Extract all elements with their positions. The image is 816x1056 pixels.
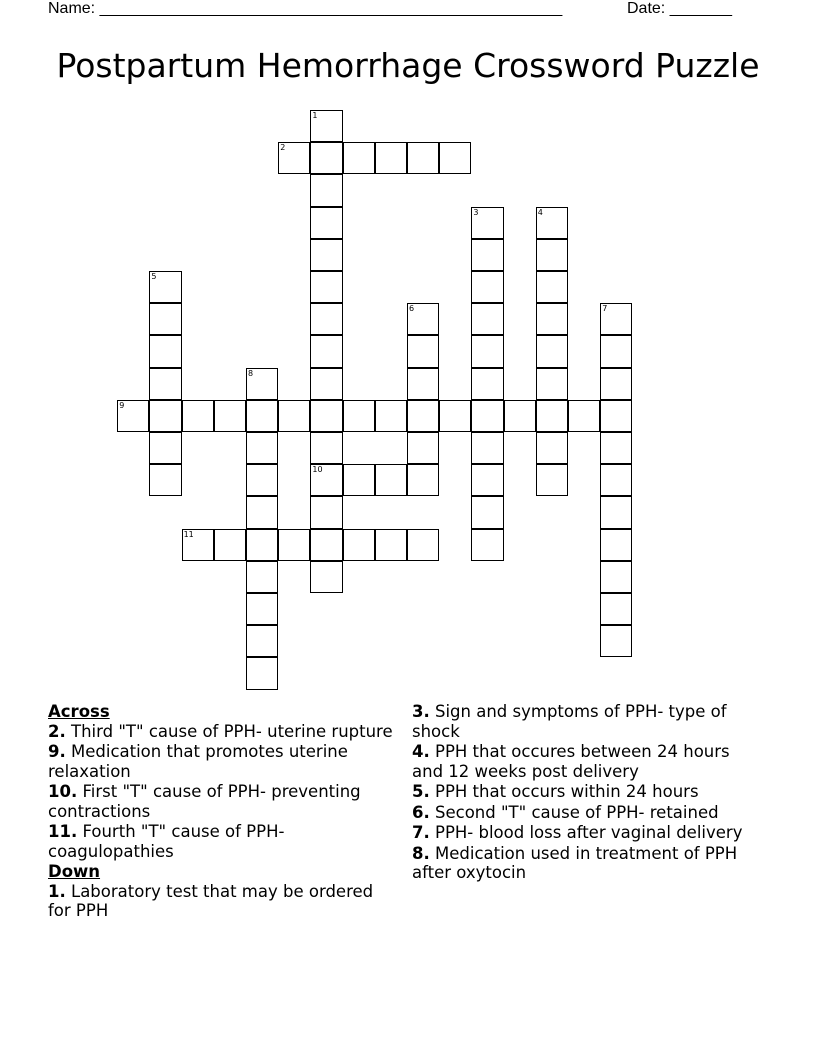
crossword-cell[interactable] bbox=[471, 303, 503, 335]
clue-across-10: 10. First "T" cause of PPH- preventing contractions bbox=[48, 782, 361, 821]
crossword-cell[interactable] bbox=[600, 400, 632, 432]
crossword-cell[interactable] bbox=[407, 368, 439, 400]
crossword-cell[interactable] bbox=[471, 335, 503, 367]
crossword-cell[interactable] bbox=[471, 400, 503, 432]
clue-number-label: 7 bbox=[602, 304, 608, 314]
crossword-cell[interactable] bbox=[149, 400, 181, 432]
crossword-cell[interactable] bbox=[278, 529, 310, 561]
crossword-cell[interactable] bbox=[182, 529, 214, 561]
clues-left-column bbox=[48, 702, 393, 922]
crossword-cell[interactable] bbox=[149, 335, 181, 367]
crossword-cell[interactable] bbox=[375, 142, 407, 174]
crossword-cell[interactable] bbox=[600, 529, 632, 561]
crossword-cell[interactable] bbox=[600, 496, 632, 528]
crossword-cell[interactable] bbox=[310, 239, 342, 271]
crossword-cell[interactable] bbox=[439, 400, 471, 432]
crossword-cell[interactable] bbox=[246, 496, 278, 528]
across-heading: Across bbox=[48, 702, 110, 721]
crossword-cell[interactable] bbox=[471, 239, 503, 271]
crossword-cell[interactable] bbox=[149, 464, 181, 496]
crossword-cell[interactable] bbox=[343, 400, 375, 432]
crossword-cell[interactable] bbox=[117, 400, 149, 432]
crossword-cell[interactable] bbox=[536, 400, 568, 432]
crossword-cell[interactable] bbox=[310, 368, 342, 400]
crossword-cell[interactable] bbox=[407, 432, 439, 464]
crossword-cell[interactable] bbox=[600, 464, 632, 496]
crossword-cell[interactable] bbox=[504, 400, 536, 432]
crossword-cell[interactable] bbox=[375, 529, 407, 561]
crossword-cell[interactable] bbox=[278, 400, 310, 432]
crossword-cell[interactable] bbox=[246, 625, 278, 657]
down-heading: Down bbox=[48, 862, 101, 881]
crossword-cell[interactable] bbox=[536, 464, 568, 496]
crossword-cell[interactable] bbox=[343, 464, 375, 496]
crossword-cell[interactable] bbox=[471, 464, 503, 496]
crossword-cell[interactable] bbox=[310, 142, 342, 174]
crossword-cell[interactable] bbox=[536, 207, 568, 239]
crossword-cell[interactable] bbox=[600, 561, 632, 593]
crossword-cell[interactable] bbox=[310, 335, 342, 367]
crossword-cell[interactable] bbox=[407, 400, 439, 432]
crossword-cell[interactable] bbox=[471, 368, 503, 400]
crossword-cell[interactable] bbox=[246, 529, 278, 561]
crossword-cell[interactable] bbox=[310, 464, 342, 496]
crossword-cell[interactable] bbox=[182, 400, 214, 432]
crossword-cell[interactable] bbox=[246, 400, 278, 432]
clue-number-label: 1 bbox=[312, 111, 318, 120]
crossword-cell[interactable] bbox=[600, 432, 632, 464]
crossword-cell[interactable] bbox=[471, 496, 503, 528]
crossword-cell[interactable] bbox=[471, 432, 503, 464]
crossword-cell[interactable] bbox=[471, 529, 503, 561]
crossword-cell[interactable] bbox=[343, 529, 375, 561]
clues-right-column bbox=[412, 702, 762, 884]
page-title: Postpartum Hemorrhage Crossword Puzzle bbox=[56, 46, 760, 85]
crossword-cell[interactable] bbox=[407, 142, 439, 174]
clue-down-3: 3. Sign and symptoms of PPH- type of shock bbox=[412, 702, 727, 741]
clue-down-1: 1. Laboratory test that may be ordered for PPH bbox=[48, 881, 374, 920]
crossword-cell[interactable] bbox=[536, 432, 568, 464]
crossword-cell[interactable] bbox=[600, 335, 632, 367]
crossword-cell[interactable] bbox=[568, 400, 600, 432]
crossword-cell[interactable] bbox=[600, 625, 632, 657]
clue-number-label: 11 bbox=[183, 529, 194, 539]
crossword-cell[interactable] bbox=[471, 271, 503, 303]
crossword-cell[interactable] bbox=[310, 174, 342, 206]
crossword-cell[interactable] bbox=[246, 368, 278, 400]
clue-number-label: 4 bbox=[537, 207, 543, 217]
crossword-cell[interactable] bbox=[310, 400, 342, 432]
crossword-cell[interactable] bbox=[149, 368, 181, 400]
clue-number-label: 8 bbox=[248, 368, 254, 378]
crossword-cell[interactable] bbox=[310, 496, 342, 528]
crossword-cell[interactable] bbox=[214, 529, 246, 561]
crossword-cell[interactable] bbox=[471, 207, 503, 239]
date-field-label: Date: _______ bbox=[627, 0, 732, 17]
crossword-cell[interactable] bbox=[246, 657, 278, 689]
clue-down-5: 5. PPH that occurs within 24 hours bbox=[412, 782, 699, 801]
clue-number-label: 10 bbox=[312, 465, 323, 475]
clue-across-9: 9. Medication that promotes uterine relaxation bbox=[48, 742, 348, 781]
clue-number-label: 2 bbox=[280, 143, 286, 153]
crossword-cell[interactable] bbox=[246, 464, 278, 496]
crossword-cell[interactable] bbox=[149, 303, 181, 335]
crossword-cell[interactable] bbox=[375, 464, 407, 496]
crossword-cell[interactable] bbox=[536, 303, 568, 335]
crossword-cell[interactable] bbox=[214, 400, 246, 432]
clue-down-4: 4. PPH that occures between 24 hours and 12 weeks post delivery bbox=[412, 742, 730, 781]
crossword-cell[interactable] bbox=[149, 271, 181, 303]
clue-across-2: 2. Third "T" cause of PPH- uterine rupture bbox=[48, 721, 393, 741]
crossword-cell[interactable] bbox=[310, 529, 342, 561]
crossword-cell[interactable] bbox=[600, 593, 632, 625]
crossword-cell[interactable] bbox=[246, 561, 278, 593]
crossword-cell[interactable] bbox=[407, 464, 439, 496]
crossword-cell[interactable] bbox=[536, 239, 568, 271]
crossword-cell[interactable] bbox=[439, 142, 471, 174]
crossword-cell[interactable] bbox=[407, 335, 439, 367]
clue-number-label: 5 bbox=[151, 272, 157, 281]
clue-down-7: 7. PPH- blood loss after vaginal delivery bbox=[412, 823, 743, 842]
clue-number-label: 6 bbox=[409, 304, 415, 314]
crossword-cell[interactable] bbox=[310, 207, 342, 239]
crossword-cell[interactable] bbox=[600, 303, 632, 335]
name-field-label: Name: ____________________________________________________ bbox=[48, 0, 563, 17]
crossword-cell[interactable] bbox=[246, 432, 278, 464]
crossword-cell[interactable] bbox=[343, 142, 375, 174]
clue-across-11: 11. Fourth "T" cause of PPH- coagulopathies bbox=[48, 822, 285, 861]
crossword-cell[interactable] bbox=[310, 432, 342, 464]
clue-number-label: 9 bbox=[119, 400, 125, 410]
crossword-cell[interactable] bbox=[536, 271, 568, 303]
crossword-cell[interactable] bbox=[407, 529, 439, 561]
crossword-cell[interactable] bbox=[310, 561, 342, 593]
crossword-cell[interactable] bbox=[375, 400, 407, 432]
crossword-cell[interactable] bbox=[536, 335, 568, 367]
clue-down-8: 8. Medication used in treatment of PPH after oxytocin bbox=[412, 843, 738, 882]
clue-number-label: 3 bbox=[473, 207, 479, 217]
crossword-cell[interactable] bbox=[407, 303, 439, 335]
crossword-cell[interactable] bbox=[600, 368, 632, 400]
crossword-cell[interactable] bbox=[149, 432, 181, 464]
crossword-cell[interactable] bbox=[536, 368, 568, 400]
crossword-cell[interactable] bbox=[310, 271, 342, 303]
crossword-cell[interactable] bbox=[278, 142, 310, 174]
crossword-cell[interactable] bbox=[310, 303, 342, 335]
crossword-cell[interactable] bbox=[310, 110, 342, 142]
clue-down-6: 6. Second "T" cause of PPH- retained bbox=[412, 802, 719, 822]
crossword-cell[interactable] bbox=[246, 593, 278, 625]
